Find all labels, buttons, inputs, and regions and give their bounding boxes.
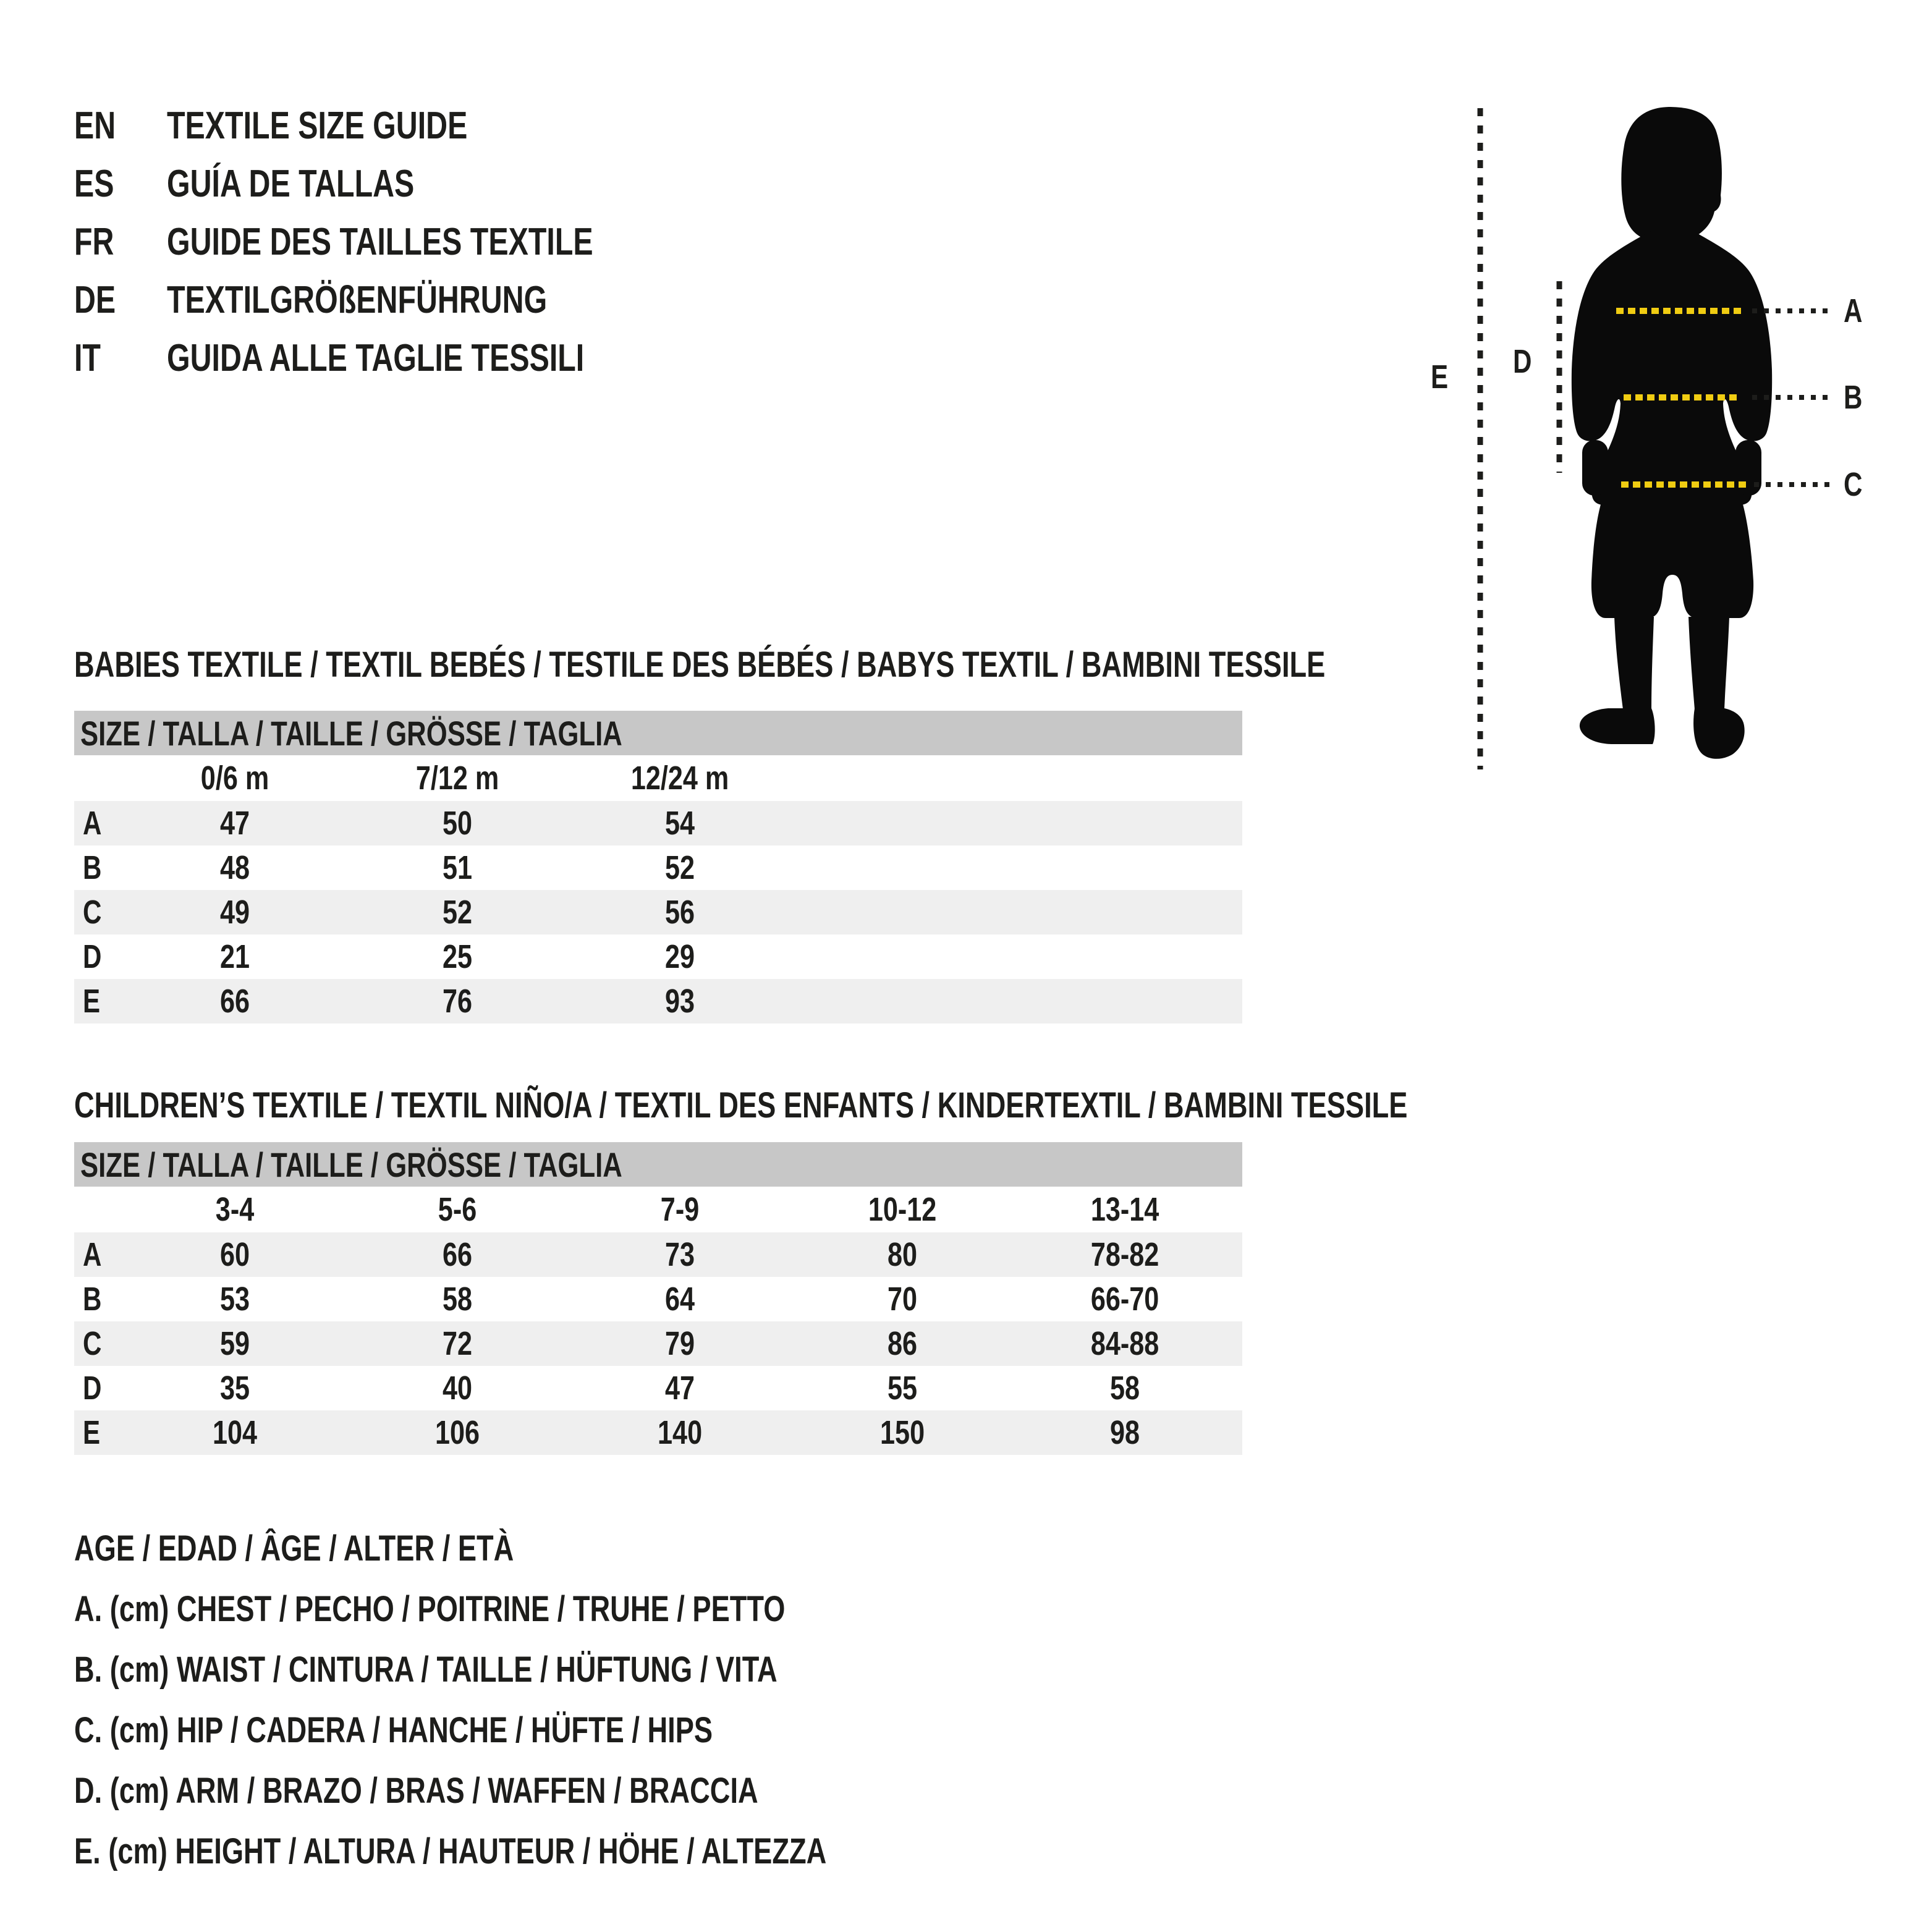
hip-label: C	[1844, 466, 1863, 503]
cell-value: 60	[219, 1236, 250, 1273]
language-row-it	[74, 329, 713, 387]
cell-value: 53	[219, 1281, 250, 1318]
cell-value: 66	[442, 1236, 473, 1273]
row-label: E	[83, 983, 101, 1020]
children-size-table	[74, 1142, 1242, 1455]
cell-value: 93	[664, 983, 695, 1020]
children-size-header-bar: SIZE / TALLA / TAILLE / GRÖSSE / TAGLIA	[74, 1142, 1242, 1187]
cell-value: 72	[442, 1325, 473, 1362]
cell-value: 59	[219, 1325, 250, 1362]
language-title: TEXTILGRÖßENFÜHRUNG	[167, 278, 548, 321]
cell-value: 51	[442, 849, 473, 886]
table-row-a	[74, 801, 1242, 845]
babies-section-title: BABIES TEXTILE / TEXTIL BEBÉS / TESTILE DES BÉBÉS / BABYS TEXTIL / BAMBINI TESSILE	[74, 644, 1326, 685]
cell-value: 86	[887, 1325, 918, 1362]
row-label: E	[83, 1414, 101, 1451]
cell-value: 52	[664, 849, 695, 886]
cell-value: 66-70	[1090, 1281, 1159, 1318]
cell-value: 64	[664, 1281, 695, 1318]
cell-value: 52	[442, 894, 473, 931]
table-row-e	[74, 1410, 1242, 1455]
column-header: 0/6 m	[200, 760, 269, 797]
table-row-a	[74, 1232, 1242, 1277]
column-header: 7/12 m	[415, 760, 499, 797]
cell-value: 50	[442, 805, 473, 842]
row-label: A	[83, 805, 102, 842]
language-code: FR	[74, 220, 114, 263]
cell-value: 40	[442, 1370, 473, 1407]
babies-column-header-row	[74, 755, 1242, 801]
cell-value: 84-88	[1090, 1325, 1159, 1362]
cell-value: 78-82	[1090, 1236, 1159, 1273]
row-label: D	[83, 938, 102, 975]
column-header: 7-9	[660, 1191, 700, 1228]
cell-value: 140	[657, 1414, 703, 1451]
column-header: 3-4	[215, 1191, 255, 1228]
cell-value: 70	[887, 1281, 918, 1318]
children-column-header-row	[74, 1187, 1242, 1232]
cell-value: 55	[887, 1370, 918, 1407]
cell-value: 21	[219, 938, 250, 975]
cell-value: 25	[442, 938, 473, 975]
cell-value: 47	[219, 805, 250, 842]
cell-value: 73	[664, 1236, 695, 1273]
language-code: EN	[74, 104, 116, 147]
column-header: 13-14	[1090, 1191, 1159, 1228]
legend-line-age: AGE / EDAD / ÂGE / ALTER / ETÀ	[74, 1528, 514, 1569]
language-title: GUÍA DE TALLAS	[167, 162, 415, 205]
column-header: 10-12	[868, 1191, 937, 1228]
legend-line-waist: B. (cm) WAIST / CINTURA / TAILLE / HÜFTUNG / VITA	[74, 1649, 777, 1690]
cell-value: 106	[434, 1414, 480, 1451]
legend-line-chest: A. (cm) CHEST / PECHO / POITRINE / TRUHE / PETTO	[74, 1588, 786, 1629]
row-label: D	[83, 1370, 102, 1407]
cell-value: 80	[887, 1236, 918, 1273]
cell-value: 58	[442, 1281, 473, 1318]
row-label: B	[83, 1281, 102, 1318]
language-row-es	[74, 155, 713, 213]
cell-value: 66	[219, 983, 250, 1020]
cell-value: 29	[664, 938, 695, 975]
cell-value: 98	[1109, 1414, 1140, 1451]
language-row-en	[74, 96, 713, 155]
row-label: C	[83, 1325, 102, 1362]
arm-label: D	[1513, 343, 1532, 380]
children-section-title: CHILDREN’S TEXTILE / TEXTIL NIÑO/A / TEXTIL DES ENFANTS / KINDERTEXTIL / BAMBINI TESSILE	[74, 1085, 1408, 1125]
table-row-e	[74, 979, 1242, 1023]
cell-value: 79	[664, 1325, 695, 1362]
language-code: DE	[74, 278, 116, 321]
table-row-d	[74, 934, 1242, 979]
cell-value: 54	[664, 805, 695, 842]
row-label: A	[83, 1236, 102, 1273]
silhouette-left-arm	[1582, 440, 1608, 496]
waist-label: B	[1844, 379, 1863, 416]
legend-line-height: E. (cm) HEIGHT / ALTURA / HAUTEUR / HÖHE / ALTEZZA	[74, 1831, 827, 1871]
cell-value: 56	[664, 894, 695, 931]
language-code: ES	[74, 162, 114, 205]
table-row-c	[74, 890, 1242, 934]
babies-size-header-bar: SIZE / TALLA / TAILLE / GRÖSSE / TAGLIA	[74, 711, 1242, 755]
silhouette-shorts	[1591, 504, 1753, 618]
table-row-d	[74, 1366, 1242, 1410]
cell-value: 58	[1109, 1370, 1140, 1407]
row-label: C	[83, 894, 102, 931]
table-row-b	[74, 845, 1242, 890]
babies-size-table	[74, 711, 1242, 1023]
language-list	[74, 96, 713, 387]
height-label: E	[1431, 358, 1449, 396]
row-label: B	[83, 849, 102, 886]
cell-value: 47	[664, 1370, 695, 1407]
silhouette-right-leg	[1688, 617, 1729, 710]
column-header: 12/24 m	[630, 760, 729, 797]
language-title: GUIDE DES TAILLES TEXTILE	[167, 220, 593, 263]
silhouette-left-shoe	[1580, 708, 1655, 744]
cell-value: 150	[879, 1414, 925, 1451]
cell-value: 48	[219, 849, 250, 886]
silhouette-right-shoe	[1693, 708, 1745, 759]
measurement-legend	[74, 1518, 1039, 1881]
table-row-c	[74, 1321, 1242, 1366]
legend-line-arm: D. (cm) ARM / BRAZO / BRAS / WAFFEN / BRACCIA	[74, 1770, 758, 1811]
cell-value: 76	[442, 983, 473, 1020]
table-row-b	[74, 1277, 1242, 1321]
language-title: GUIDA ALLE TAGLIE TESSILI	[167, 336, 585, 379]
cell-value: 49	[219, 894, 250, 931]
chest-label: A	[1844, 292, 1863, 329]
language-code: IT	[74, 336, 101, 379]
legend-line-hip: C. (cm) HIP / CADERA / HANCHE / HÜFTE / HIPS	[74, 1710, 713, 1750]
language-title: TEXTILE SIZE GUIDE	[167, 104, 468, 147]
language-row-de	[74, 271, 713, 329]
cell-value: 104	[212, 1414, 258, 1451]
language-row-fr	[74, 213, 713, 271]
cell-value: 35	[219, 1370, 250, 1407]
column-header: 5-6	[438, 1191, 477, 1228]
